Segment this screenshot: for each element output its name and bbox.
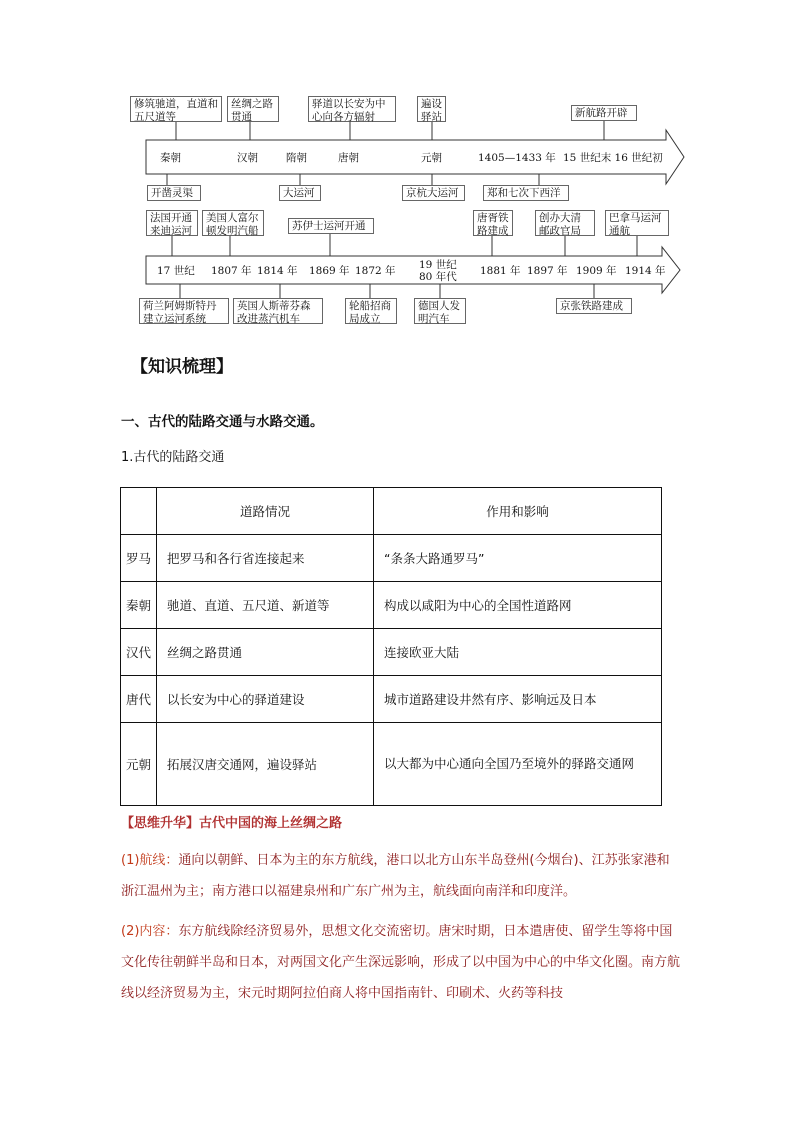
timeline2-tick: 1881 年 [480, 265, 521, 277]
table-cell-road: 把罗马和各行省连接起来 [157, 535, 374, 582]
timeline1-event-box: 大运河 [279, 185, 321, 201]
table-cell-era: 罗马 [121, 535, 157, 582]
timeline1-tick: 15 世纪末 16 世纪初 [563, 152, 663, 164]
section-title: 一、古代的陆路交通与水路交通。 [121, 414, 324, 430]
timeline2-event-box: 德国人发 明汽车 [414, 298, 466, 324]
timeline1-event-box: 驿道以长安为中 心向各方辐射 [308, 96, 396, 122]
table-cell-road: 驰道、直道、五尺道、新道等 [157, 582, 374, 629]
timeline2-event-box: 唐胥铁 路建成 [473, 210, 513, 236]
table-cell-road: 拓展汉唐交通网，遍设驿站 [157, 723, 374, 806]
table-header-cell: 作用和影响 [374, 488, 662, 535]
timeline2-tick: 1909 年 [576, 265, 617, 277]
timeline1-tick: 隋朝 [286, 152, 307, 164]
timeline2-event-box: 创办大清 邮政官局 [535, 210, 595, 236]
timeline1-event-box: 丝绸之路 贯通 [227, 96, 279, 122]
timeline2-tick: 1869 年 [309, 265, 350, 277]
table-row [121, 582, 662, 629]
table-row [121, 676, 662, 723]
timeline1-event-box: 郑和七次下西洋 [483, 185, 569, 201]
table-row [121, 723, 662, 806]
table-cell-effect: 连接欧亚大陆 [374, 629, 662, 676]
timeline1-tick: 元朝 [421, 152, 442, 164]
table-row [121, 629, 662, 676]
think-title: 【思维升华】古代中国的海上丝绸之路 [121, 816, 343, 831]
timeline-graphic [0, 0, 794, 340]
land-transport-table [120, 487, 662, 806]
timeline2-tick: 1814 年 [257, 265, 298, 277]
table-cell-effect: 城市道路建设井然有序、影响远及日本 [374, 676, 662, 723]
timeline1-tick: 汉朝 [237, 152, 258, 164]
paragraph-label: (2)内容： [121, 924, 179, 939]
timeline2-event-box: 英国人斯蒂芬森 改进蒸汽机车 [233, 298, 323, 324]
table-cell-era: 汉代 [121, 629, 157, 676]
table-cell-effect: “条条大路通罗马” [374, 535, 662, 582]
timeline2-tick: 1807 年 [211, 265, 252, 277]
timeline2-tick: 17 世纪 [157, 265, 195, 277]
timeline1-event-box: 新航路开辟 [571, 105, 637, 121]
paragraph-content [121, 916, 681, 1009]
paragraph-text: 东方航线除经济贸易外，思想文化交流密切。唐宋时期，日本遣唐使、留学生等将中国文化传往朝鲜半岛和日本，对两国文化产生深远影响，形成了以中国为中心的中华文化圈。南方航线以经济贸易为主，宋元时期阿拉伯商人将中国指南针、印刷术、火药等科技 [121, 924, 681, 1001]
timeline1-event-box: 修筑驰道，直道和 五尺道等 [130, 96, 222, 122]
table-header-cell: 道路情况 [157, 488, 374, 535]
paragraph-text: 通向以朝鲜、日本为主的东方航线，港口以北方山东半岛登州(今烟台)、江苏张家港和浙江温州为主；南方港口以福建泉州和广东广州为主，航线面向南洋和印度洋。 [121, 853, 670, 899]
timeline2-tick: 1897 年 [527, 265, 568, 277]
timeline2-event-box: 苏伊士运河开通 [288, 218, 374, 234]
paragraph-routes [121, 845, 681, 907]
table-cell-road: 丝绸之路贯通 [157, 629, 374, 676]
subsection-title: 1.古代的陆路交通 [121, 450, 225, 465]
timeline2-event-box: 荷兰阿姆斯特丹 建立运河系统 [139, 298, 229, 324]
table-cell-effect: 以大都为中心通向全国乃至境外的驿路交通网 [374, 723, 662, 806]
table-header-cell [121, 488, 157, 535]
timeline1-tick: 1405—1433 年 [478, 152, 556, 164]
timeline2-event-box: 法国开通 来迪运河 [146, 210, 198, 236]
timeline1-event-box: 遍设 驿站 [417, 96, 446, 122]
timeline1-event-box: 开凿灵渠 [147, 185, 201, 201]
section-heading: 【知识梳理】 [131, 357, 233, 377]
timeline2-tick: 19 世纪 80 年代 [419, 259, 457, 283]
timeline1-event-box: 京杭大运河 [402, 185, 465, 201]
timeline2-event-box: 京张铁路建成 [556, 298, 632, 314]
table-cell-road: 以长安为中心的驿道建设 [157, 676, 374, 723]
timeline1-tick: 秦朝 [160, 152, 181, 164]
table-cell-era: 秦朝 [121, 582, 157, 629]
table-cell-effect: 构成以咸阳为中心的全国性道路网 [374, 582, 662, 629]
table-header-row [121, 488, 662, 535]
table-row [121, 535, 662, 582]
table-cell-era: 唐代 [121, 676, 157, 723]
timeline2-event-box: 轮船招商 局成立 [345, 298, 397, 324]
timeline2-tick: 1872 年 [355, 265, 396, 277]
timeline2-event-box: 巴拿马运河 通航 [605, 210, 669, 236]
paragraph-label: (1)航线： [121, 853, 179, 868]
table-cell-era: 元朝 [121, 723, 157, 806]
timeline2-tick: 1914 年 [625, 265, 666, 277]
timeline2-event-box: 美国人富尔 顿发明汽船 [202, 210, 264, 236]
timeline1-tick: 唐朝 [338, 152, 359, 164]
